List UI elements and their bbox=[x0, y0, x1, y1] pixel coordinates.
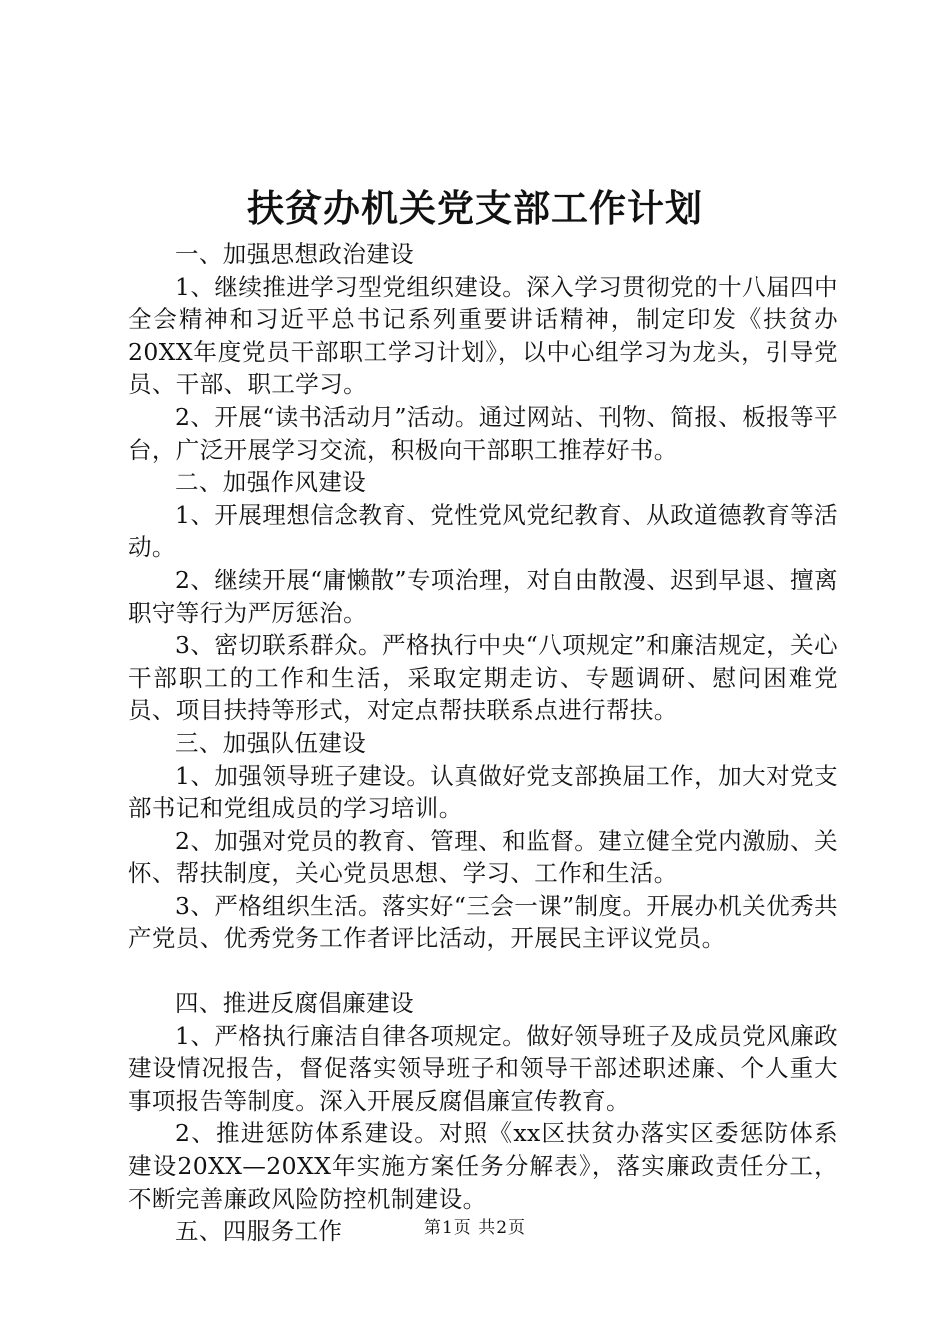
paragraph: 1、继续推进学习型党组织建设。深入学习贯彻党的十八届四中全会精神和习近平总书记系列重要讲话精神，制定印发《扶贫办20XX年度党员干部职工学习计划》，以中心组学习为龙头，引导党员、干部、职工学习。 bbox=[128, 272, 838, 399]
paragraph: 1、严格执行廉洁自律各项规定。做好领导班子及成员党风廉政建设情况报告，督促落实领导班子和领导干部述职述廉、个人重大事项报告等制度。深入开展反腐倡廉宣传教育。 bbox=[128, 1021, 838, 1115]
paragraph: 2、继续开展“庸懒散”专项治理，对自由散漫、迟到早退、擅离职守等行为严厉惩治。 bbox=[128, 565, 838, 627]
paragraph: 1、加强领导班子建设。认真做好党支部换届工作，加大对党支部书记和党组成员的学习培训。 bbox=[128, 761, 838, 823]
page-number: 第1页 共2页 bbox=[423, 1218, 527, 1238]
section-heading: 三、加强队伍建设 bbox=[175, 728, 367, 757]
section-heading: 五、四服务工作 bbox=[175, 1217, 343, 1246]
paragraph: 3、密切联系群众。严格执行中央“八项规定”和廉洁规定，关心干部职工的工作和生活，采取定期走访、专题调研、慰问困难党员、项目扶持等形式，对定点帮扶联系点进行帮扶。 bbox=[128, 631, 838, 725]
section-heading: 四、推进反腐倡廉建设 bbox=[175, 989, 414, 1018]
paragraph: 1、开展理想信念教育、党性党风党纪教育、从政道德教育等活动。 bbox=[128, 500, 838, 562]
section-heading: 二、加强作风建设 bbox=[175, 468, 367, 497]
document-title: 扶贫办机关党支部工作计划 bbox=[247, 186, 703, 230]
section-heading: 一、加强思想政治建设 bbox=[175, 240, 414, 268]
paragraph: 2、开展“读书活动月”活动。通过网站、刊物、简报、板报等平台，广泛开展学习交流，积极向干部职工推荐好书。 bbox=[128, 402, 838, 464]
paragraph: 2、加强对党员的教育、管理、和监督。建立健全党内激励、关怀、帮扶制度，关心党员思想、学习、工作和生活。 bbox=[128, 826, 838, 888]
paragraph: 3、严格组织生活。落实好“三会一课”制度。开展办机关优秀共产党员、优秀党务工作者评比活动，开展民主评议党员。 bbox=[128, 891, 838, 953]
document-body bbox=[128, 238, 838, 1248]
paragraph: 2、推进惩防体系建设。对照《xx区扶贫办落实区委惩防体系建设20XX—20XX年实施方案任务分解表》，落实廉政责任分工，不断完善廉政风险防控机制建设。 bbox=[128, 1119, 838, 1213]
